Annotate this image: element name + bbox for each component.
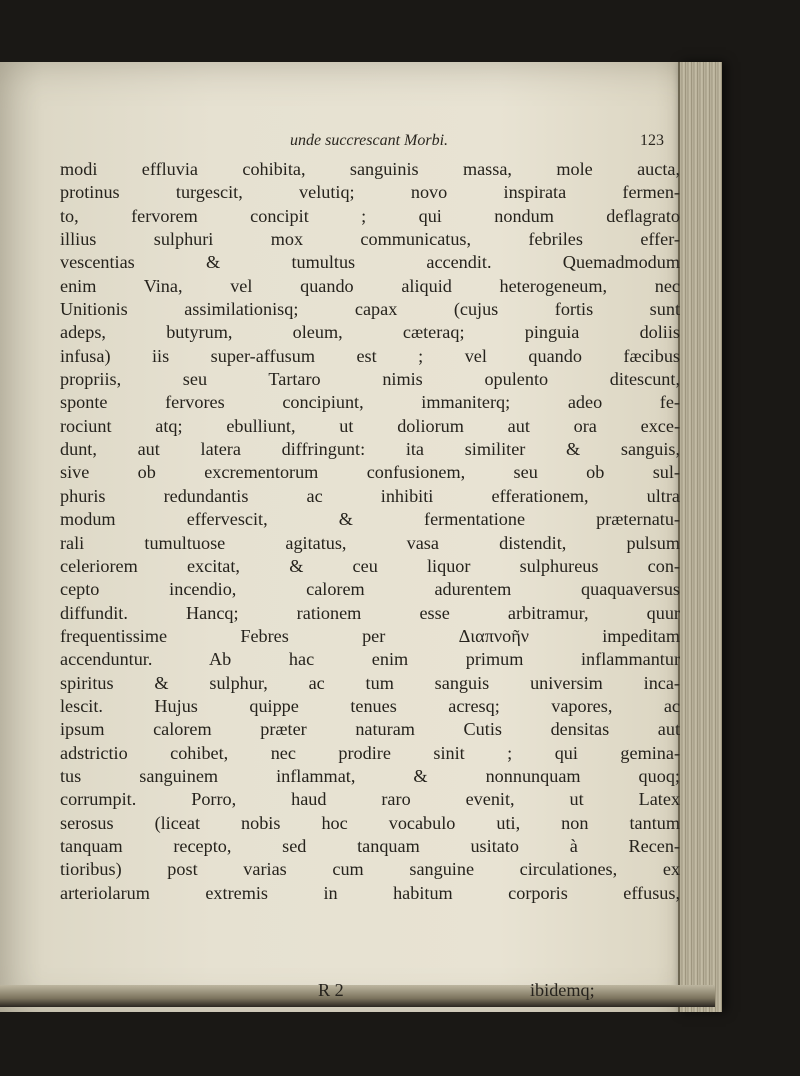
text-line: to, fervorem concipit ; qui nondum deflagrato bbox=[60, 205, 680, 226]
text-line: Unitionis assimilationisq; capax (cujus fortis sunt bbox=[60, 299, 680, 320]
running-title: unde succrescant Morbi. bbox=[290, 132, 449, 149]
text-line: modum effervescit, & fermentatione præternatu- bbox=[60, 509, 680, 530]
body-text bbox=[60, 158, 680, 905]
text-line: sive ob excrementorum confusionem, seu ob sul- bbox=[60, 462, 680, 483]
text-line: propriis, seu Tartaro nimis opulento ditescunt, bbox=[60, 369, 680, 390]
text-line: protinus turgescit, velutiq; novo inspirata fermen- bbox=[60, 182, 680, 203]
text-line: rociunt atq; ebulliunt, ut doliorum aut ora exce- bbox=[60, 415, 680, 436]
signature-mark: R 2 bbox=[318, 980, 344, 1000]
text-line: cepto incendio, calorem adurentem quaquaversus bbox=[60, 579, 680, 600]
page-edge-bottom bbox=[0, 985, 715, 1007]
text-line: accenduntur. Ab hac enim primum inflammantur bbox=[60, 649, 680, 670]
text-line: sponte fervores concipiunt, immaniterq; adeo fe- bbox=[60, 392, 680, 413]
text-line: arteriolarum extremis in habitum corporis effusus, bbox=[60, 882, 680, 903]
text-line: tus sanguinem inflammat, & nonnunquam quoq; bbox=[60, 765, 680, 786]
text-line: dunt, aut latera diffringunt: ita similiter & sanguis, bbox=[60, 439, 680, 460]
text-line: lescit. Hujus quippe tenues acresq; vapores, ac bbox=[60, 695, 680, 716]
text-line: vescentias & tumultus accendit. Quemadmodum bbox=[60, 252, 680, 273]
text-line: frequentissime Febres per Διαπνοῆν impeditam bbox=[60, 625, 680, 646]
text-line: spiritus & sulphur, ac tum sanguis universim inca- bbox=[60, 672, 680, 693]
text-line: serosus (liceat nobis hoc vocabulo uti, non tantum bbox=[60, 812, 680, 833]
text-line: adeps, butyrum, oleum, cæteraq; pinguia doliis bbox=[60, 322, 680, 343]
text-line: rali tumultuose agitatus, vasa distendit, pulsum bbox=[60, 532, 680, 553]
page-number: 123 bbox=[640, 132, 664, 149]
text-line: infusa) iis super-affusum est ; vel quando fæcibus bbox=[60, 345, 680, 366]
page-edge-right bbox=[678, 62, 722, 1012]
text-line: corrumpit. Porro, haud raro evenit, ut Latex bbox=[60, 789, 680, 810]
text-line: adstrictio cohibet, nec prodire sinit ; qui gemina- bbox=[60, 742, 680, 763]
text-line: tioribus) post varias cum sanguine circulationes, ex bbox=[60, 859, 680, 880]
text-line: illius sulphuri mox communicatus, febriles effer- bbox=[60, 229, 680, 250]
text-line: tanquam recepto, sed tanquam usitato à Recen- bbox=[60, 835, 680, 856]
text-line: phuris redundantis ac inhibiti efferationem, ultra bbox=[60, 485, 680, 506]
text-line: ipsum calorem præter naturam Cutis densitas aut bbox=[60, 719, 680, 740]
text-line: modi effluvia cohibita, sanguinis massa, mole aucta, bbox=[60, 159, 680, 179]
catchword: ibidemq; bbox=[530, 980, 595, 1000]
text-line: celeriorem excitat, & ceu liquor sulphureus con- bbox=[60, 555, 680, 576]
text-line: enim Vina, vel quando aliquid heterogeneum, nec bbox=[60, 275, 680, 296]
text-line: diffundit. Hancq; rationem esse arbitramur, quur bbox=[60, 602, 680, 623]
